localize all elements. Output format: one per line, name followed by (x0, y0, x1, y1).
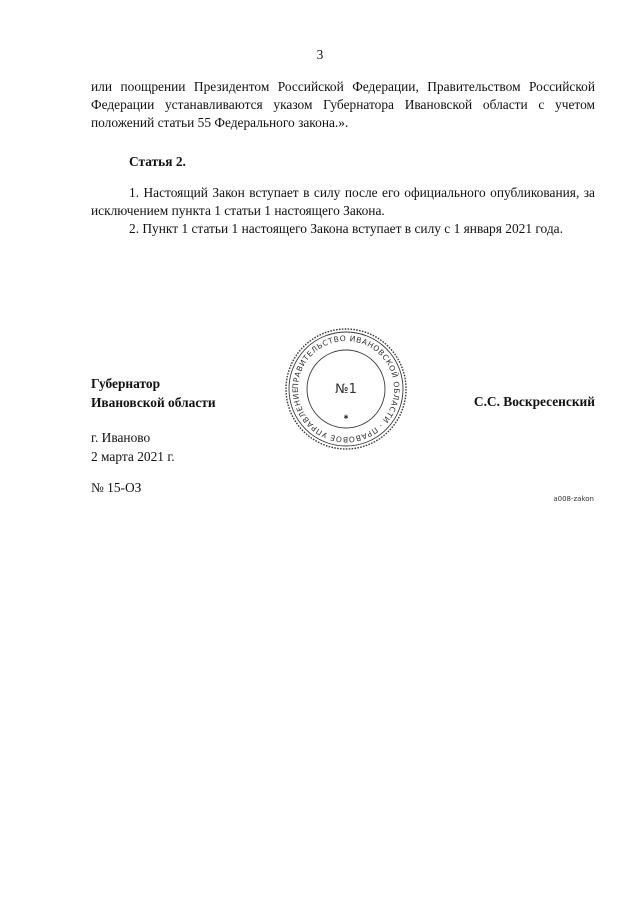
signature-title (91, 374, 216, 412)
paragraph-continuation: или поощрении Президентом Российской Федерации, Правительством Российской Федерации устанавливаются указом Губернатора Ивановской области с учетом положений статьи 55 Федерального закона.». (91, 79, 595, 130)
date: 2 марта 2021 г. (91, 449, 175, 464)
article-paragraph-2: 2. Пункт 1 статьи 1 настоящего Закона вступает в силу с 1 января 2021 года. (129, 221, 563, 236)
signature-title-line-2: Ивановской области (91, 395, 216, 410)
article-heading: Статья 2. (129, 154, 186, 169)
place-date-block (91, 428, 175, 466)
signature-title-line-1: Губернатор (91, 376, 161, 391)
law-number: № 15-ОЗ (91, 480, 142, 495)
signatory-name: С.С. Воскресенский (473, 394, 595, 409)
page-number: 3 (316, 47, 324, 62)
place: г. Иваново (91, 430, 151, 445)
seal-ring-text: ПРАВИТЕЛЬСТВО ИВАНОВСКОЙ ОБЛАСТИ · ПРАВОВОЕ УПРАВЛЕНИЕ (290, 333, 402, 445)
seal-star-icon: ✱ (343, 414, 349, 421)
article-paragraph-1: 1. Настоящий Закон вступает в силу после его официального опубликования, за исключением пункта 1 статьи 1 настоящего Закона. (91, 185, 595, 218)
official-seal (284, 327, 408, 451)
seal-number: №1 (335, 382, 357, 397)
document-code: a008-zakon (553, 495, 594, 503)
